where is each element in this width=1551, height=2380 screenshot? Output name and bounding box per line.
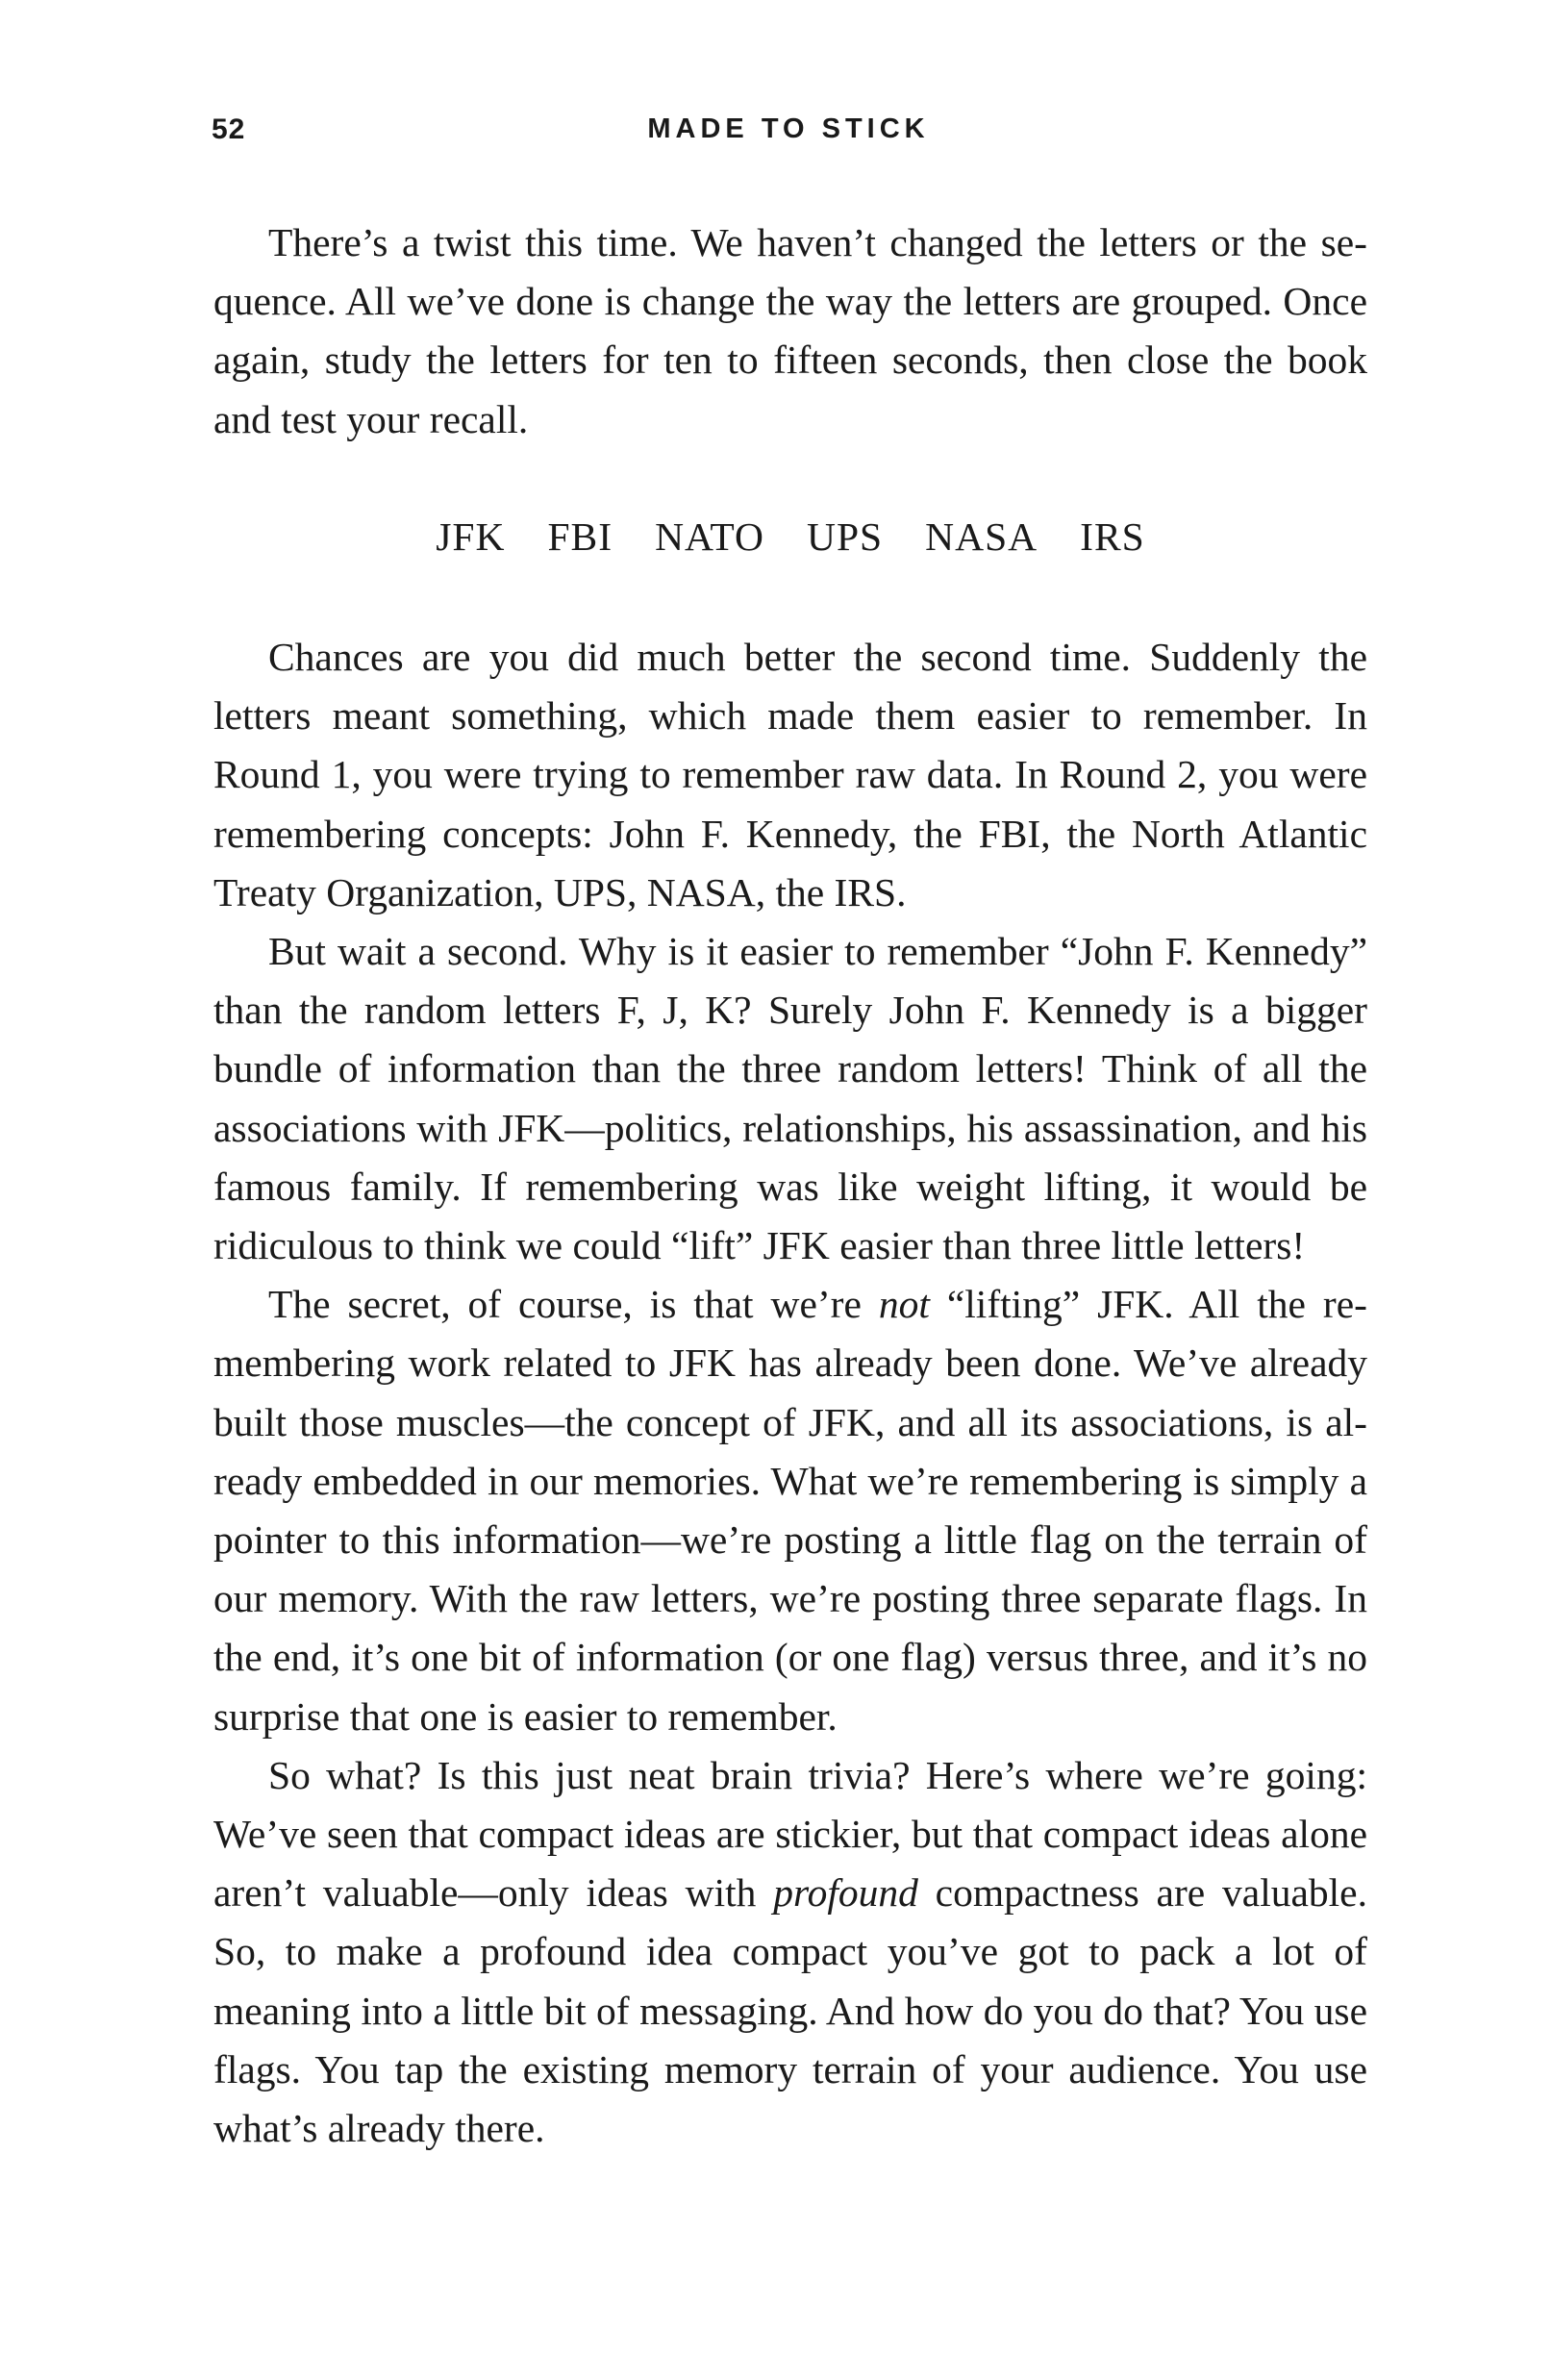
- paragraph-5: [213, 1746, 1367, 2158]
- acronym-ups: UPS: [806, 514, 884, 559]
- paragraph-4-text-b: “lifting” JFK. All the remembering work related to JFK has already been done. We’ve already built those muscles—the concept of JFK, and all its associations, is already embedded in our memories. What we’re remembering is simply a pointer to this information—we’re posting a little flag on the terrain of our memory. With the raw letters, we’re posting three separate flags. In the end, it’s one bit of information (or one flag) versus three, and it’s no surprise that one is easier to remember.: [213, 1282, 1367, 1739]
- paragraph-1: There’s a twist this time. We haven’t changed the letters or the sequence. All we’ve done is change the way the letters are grouped. Once again, study the letters for ten to fifteen seconds, then close the book and test your recall.: [213, 220, 1367, 441]
- page-number: 52: [212, 113, 246, 145]
- acronym-fbi: FBI: [547, 514, 613, 559]
- acronym-nato: NATO: [655, 514, 764, 559]
- paragraph-5-text-a: So what? Is this just neat brain trivia? Here’s where we’re going: We’ve seen that compact ideas are stickier, but that compact ideas alone aren’t valuable—only ideas with: [213, 1752, 1367, 1916]
- book-title: MADE TO STICK: [647, 113, 930, 144]
- body-text: [213, 213, 1367, 2158]
- running-head: [212, 113, 1365, 162]
- acronym-irs: IRS: [1080, 514, 1145, 559]
- paragraph-2: Chances are you did much better the second time. Suddenly the letters meant something, which made them easier to remember. In Round 1, you were trying to remember raw data. In Round 2, you were remembering concepts: John F. Kennedy, the FBI, the North Atlantic Treaty Organization, UPS, NASA, the IRS.: [213, 635, 1367, 914]
- paragraph-5-emphasis: profound: [773, 1870, 918, 1916]
- acronym-jfk: JFK: [436, 514, 506, 559]
- paragraph-4-emphasis: not: [878, 1282, 930, 1327]
- paragraph-3: But wait a second. Why is it easier to remember “John F. Kennedy” than the random letters F, J, K? Surely John F. Kennedy is a bigger bundle of information than the three random letters! Think of all the associations with JFK—politics, relationships, his assassination, and his famous family. If remembering was like weight lifting, it would be ridiculous to think we could “lift” JFK easier than three little letters!: [213, 929, 1367, 1268]
- paragraph-4-text-a: The secret, of course, is that we’re: [268, 1282, 879, 1327]
- paragraph-5-text-b: compactness are valuable. So, to make a profound idea compact you’ve got to pack a lot of meaning into a little bit of messaging. And how do you do that? You use flags. You tap the existing memory terrain of your audience. You use what’s already there.: [213, 1870, 1367, 2151]
- acronym-list: [213, 508, 1367, 566]
- paragraph-4: [213, 1275, 1367, 1746]
- acronym-nasa: NASA: [925, 514, 1038, 559]
